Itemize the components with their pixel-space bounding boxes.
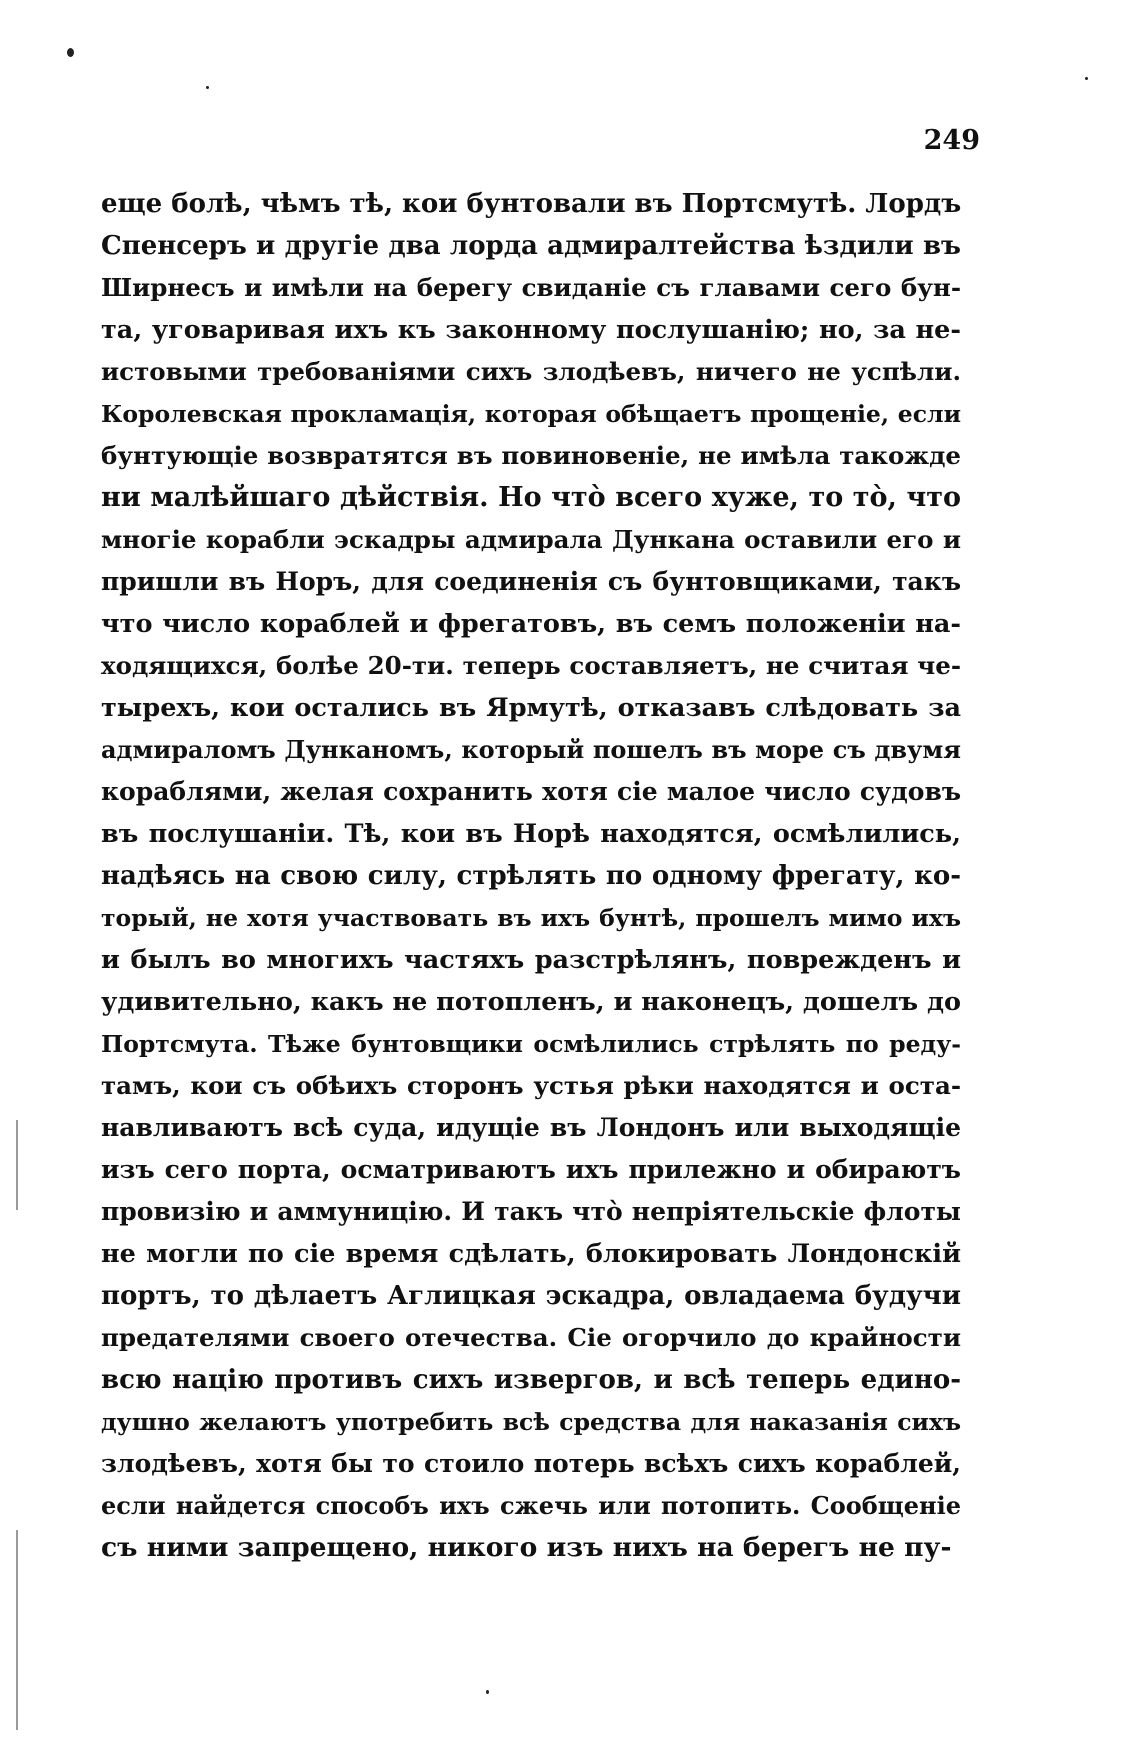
ink-speck xyxy=(67,48,74,57)
text-line: тамъ, кои съ обѣихъ сторонъ устья рѣки находятся и оста- xyxy=(101,1071,961,1100)
text-line: предателями своего отечества. Сіе огорчило до крайности xyxy=(101,1323,961,1352)
text-line: тырехъ, кои остались въ Ярмутѣ, отказавъ слѣдовать за xyxy=(101,693,961,723)
text-line: въ послушаніи. Тѣ, кои въ Норѣ находятся, осмѣлились, xyxy=(101,819,961,849)
text-line: еще болѣ, чѣмъ тѣ, кои бунтовали въ Портсмутѣ. Лордъ xyxy=(101,189,962,219)
ink-speck xyxy=(486,1690,489,1694)
text-line: истовыми требованіями сихъ злодѣевъ, ничего не успѣли. xyxy=(101,357,961,386)
text-line: удивительно, какъ не потопленъ, и наконецъ, дошелъ до xyxy=(101,987,961,1017)
page-edge-mark xyxy=(16,1530,18,1730)
text-line: Спенсеръ и другіе два лорда адмиралтейства ѣздили въ xyxy=(101,231,961,261)
text-line: всю націю противъ сихъ извергов, и всѣ теперь едино- xyxy=(101,1365,961,1395)
text-line: пришли въ Норъ, для соединенія съ бунтовщиками, такъ xyxy=(101,567,961,596)
text-line: надѣясь на свою силу, стрѣлять по одному фрегату, ко- xyxy=(101,861,961,891)
text-line: Портсмута. Тѣже бунтовщики осмѣлились стрѣлять по реду- xyxy=(101,1030,961,1058)
text-line: навливаютъ всѣ суда, идущіе въ Лондонъ или выходящіе xyxy=(101,1113,961,1142)
text-line: душно желаютъ употребить всѣ средства для наказанія сихъ xyxy=(101,1408,961,1436)
text-line: портъ, то дѣлаетъ Аглицкая эскадра, овладаема будучи xyxy=(101,1281,961,1311)
text-line: кораблями, желая сохранить хотя сіе малое число судовъ xyxy=(101,777,961,806)
text-line: если найдется способъ ихъ сжечь или потопить. Сообщеніе xyxy=(101,1491,961,1520)
text-line: провизію и аммуницію. И такъ что̀ непріятельскіе флоты xyxy=(101,1197,961,1226)
ink-speck xyxy=(206,86,209,89)
body-text xyxy=(101,183,961,1569)
text-line: злодѣевъ, хотя бы то стоило потерь всѣхъ сихъ кораблей, xyxy=(101,1449,961,1478)
text-line: ни малѣйшаго дѣйствія. Но что̀ всего хуже, то то̀, что xyxy=(101,482,961,513)
text-line: торый, не хотя участвовать въ ихъ бунтѣ, прошелъ мимо ихъ xyxy=(101,904,961,932)
text-line: Королевская прокламація, которая обѣщаетъ прощеніе, если xyxy=(101,400,961,428)
text-line: не могли по сіе время сдѣлать, блокировать Лондонскій xyxy=(101,1239,961,1269)
text-line: и былъ во многихъ частяхъ разстрѣлянъ, поврежденъ и xyxy=(101,945,961,975)
text-line: Ширнесъ и имѣли на берегу свиданіе съ главами сего бун- xyxy=(101,273,961,302)
text-line: бунтующіе возвратятся въ повиновеніе, не имѣла такожде xyxy=(101,441,961,470)
page-number: 249 xyxy=(923,125,980,156)
text-line: та, уговаривая ихъ къ законному послушанію; но, за не- xyxy=(101,315,961,345)
text-line: адмираломъ Дунканомъ, который пошелъ въ море съ двумя xyxy=(101,735,961,764)
text-line: многіе корабли эскадры адмирала Дункана оставили его и xyxy=(101,525,961,554)
text-line: съ ними запрещено, никого изъ нихъ на берегъ не пу- xyxy=(101,1532,952,1563)
ink-speck xyxy=(1085,77,1088,80)
text-line: изъ сего порта, осматриваютъ ихъ прилежно и обираютъ xyxy=(101,1155,961,1184)
text-line: что число кораблей и фрегатовъ, въ семъ положеніи на- xyxy=(101,609,961,639)
page-edge-mark xyxy=(16,1120,18,1210)
text-line: ходящихся, болѣе 20-ти. теперь составляетъ, не считая че- xyxy=(101,651,961,680)
